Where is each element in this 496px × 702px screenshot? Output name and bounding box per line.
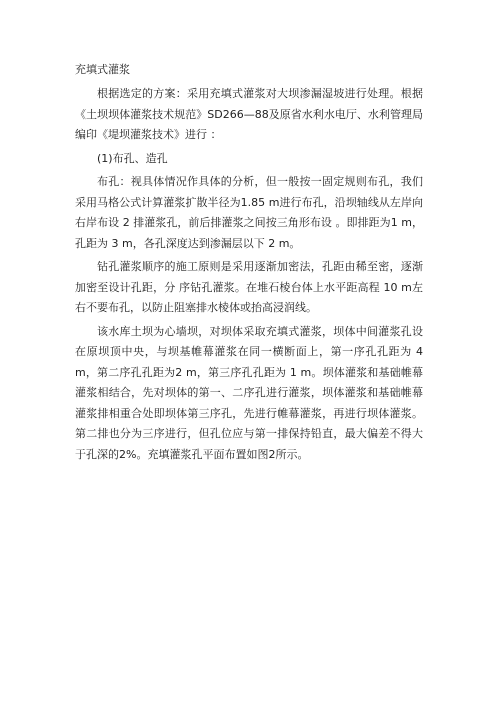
dam-grouting-paragraph: 该水库土坝为心墙坝，对坝体采取充填式灌浆，坝体中间灌浆孔设在原坝顶中央，与坝基帷幕灌浆在同一横断面上，第一序孔孔距为 4 m，第二序孔孔距为2 m，第三序孔孔距为 1 m。坝体灌浆和基础帷幕灌浆相结合，先对坝体的第一、二序孔进行灌浆，坝体灌浆和基础帷幕灌浆排相重合处即坝体第三序孔，先进行帷幕灌浆，再进行坝体灌浆。第二排也分为三序进行，但孔位应与第一排保持铅直，最大偏差不得大于孔深的2%。充填灌浆孔平面布置如图2所示。 (75, 324, 423, 461)
section-heading: (1)布孔、造孔 (97, 151, 168, 165)
document-title: 充填式灌浆 (75, 63, 130, 76)
drilling-sequence-paragraph: 钻孔灌浆顺序的施工原则是采用逐渐加密法，孔距由稀至密，逐渐加密至设计孔距，分 序钻孔灌浆。在堆石棱台体上水平距高程 10 m左右不要布孔，以防止阻塞排水棱体或抬高浸润线。 (75, 260, 423, 314)
hole-layout-paragraph: 布孔：视具体情况作具体的分析，但一般按一固定规则布孔，我们采用马格公式计算灌浆扩散半径为1.85 m进行布孔，沿坝轴线从左岸向右岸布设 2 排灌浆孔，前后排灌浆之间按三角形布设 。即排距为1 m，孔距为 3 m，各孔深度达到渗漏层以下 2 m。 (75, 175, 423, 250)
intro-paragraph: 根据选定的方案：采用充填式灌浆对大坝渗漏湿坡进行处理。根据《土坝坝体灌浆技术规范》SD266—88及原省水利水电厅、水利管理局编印《堤坝灌浆技术》进行 ： (75, 87, 423, 141)
document-page (75, 62, 423, 468)
